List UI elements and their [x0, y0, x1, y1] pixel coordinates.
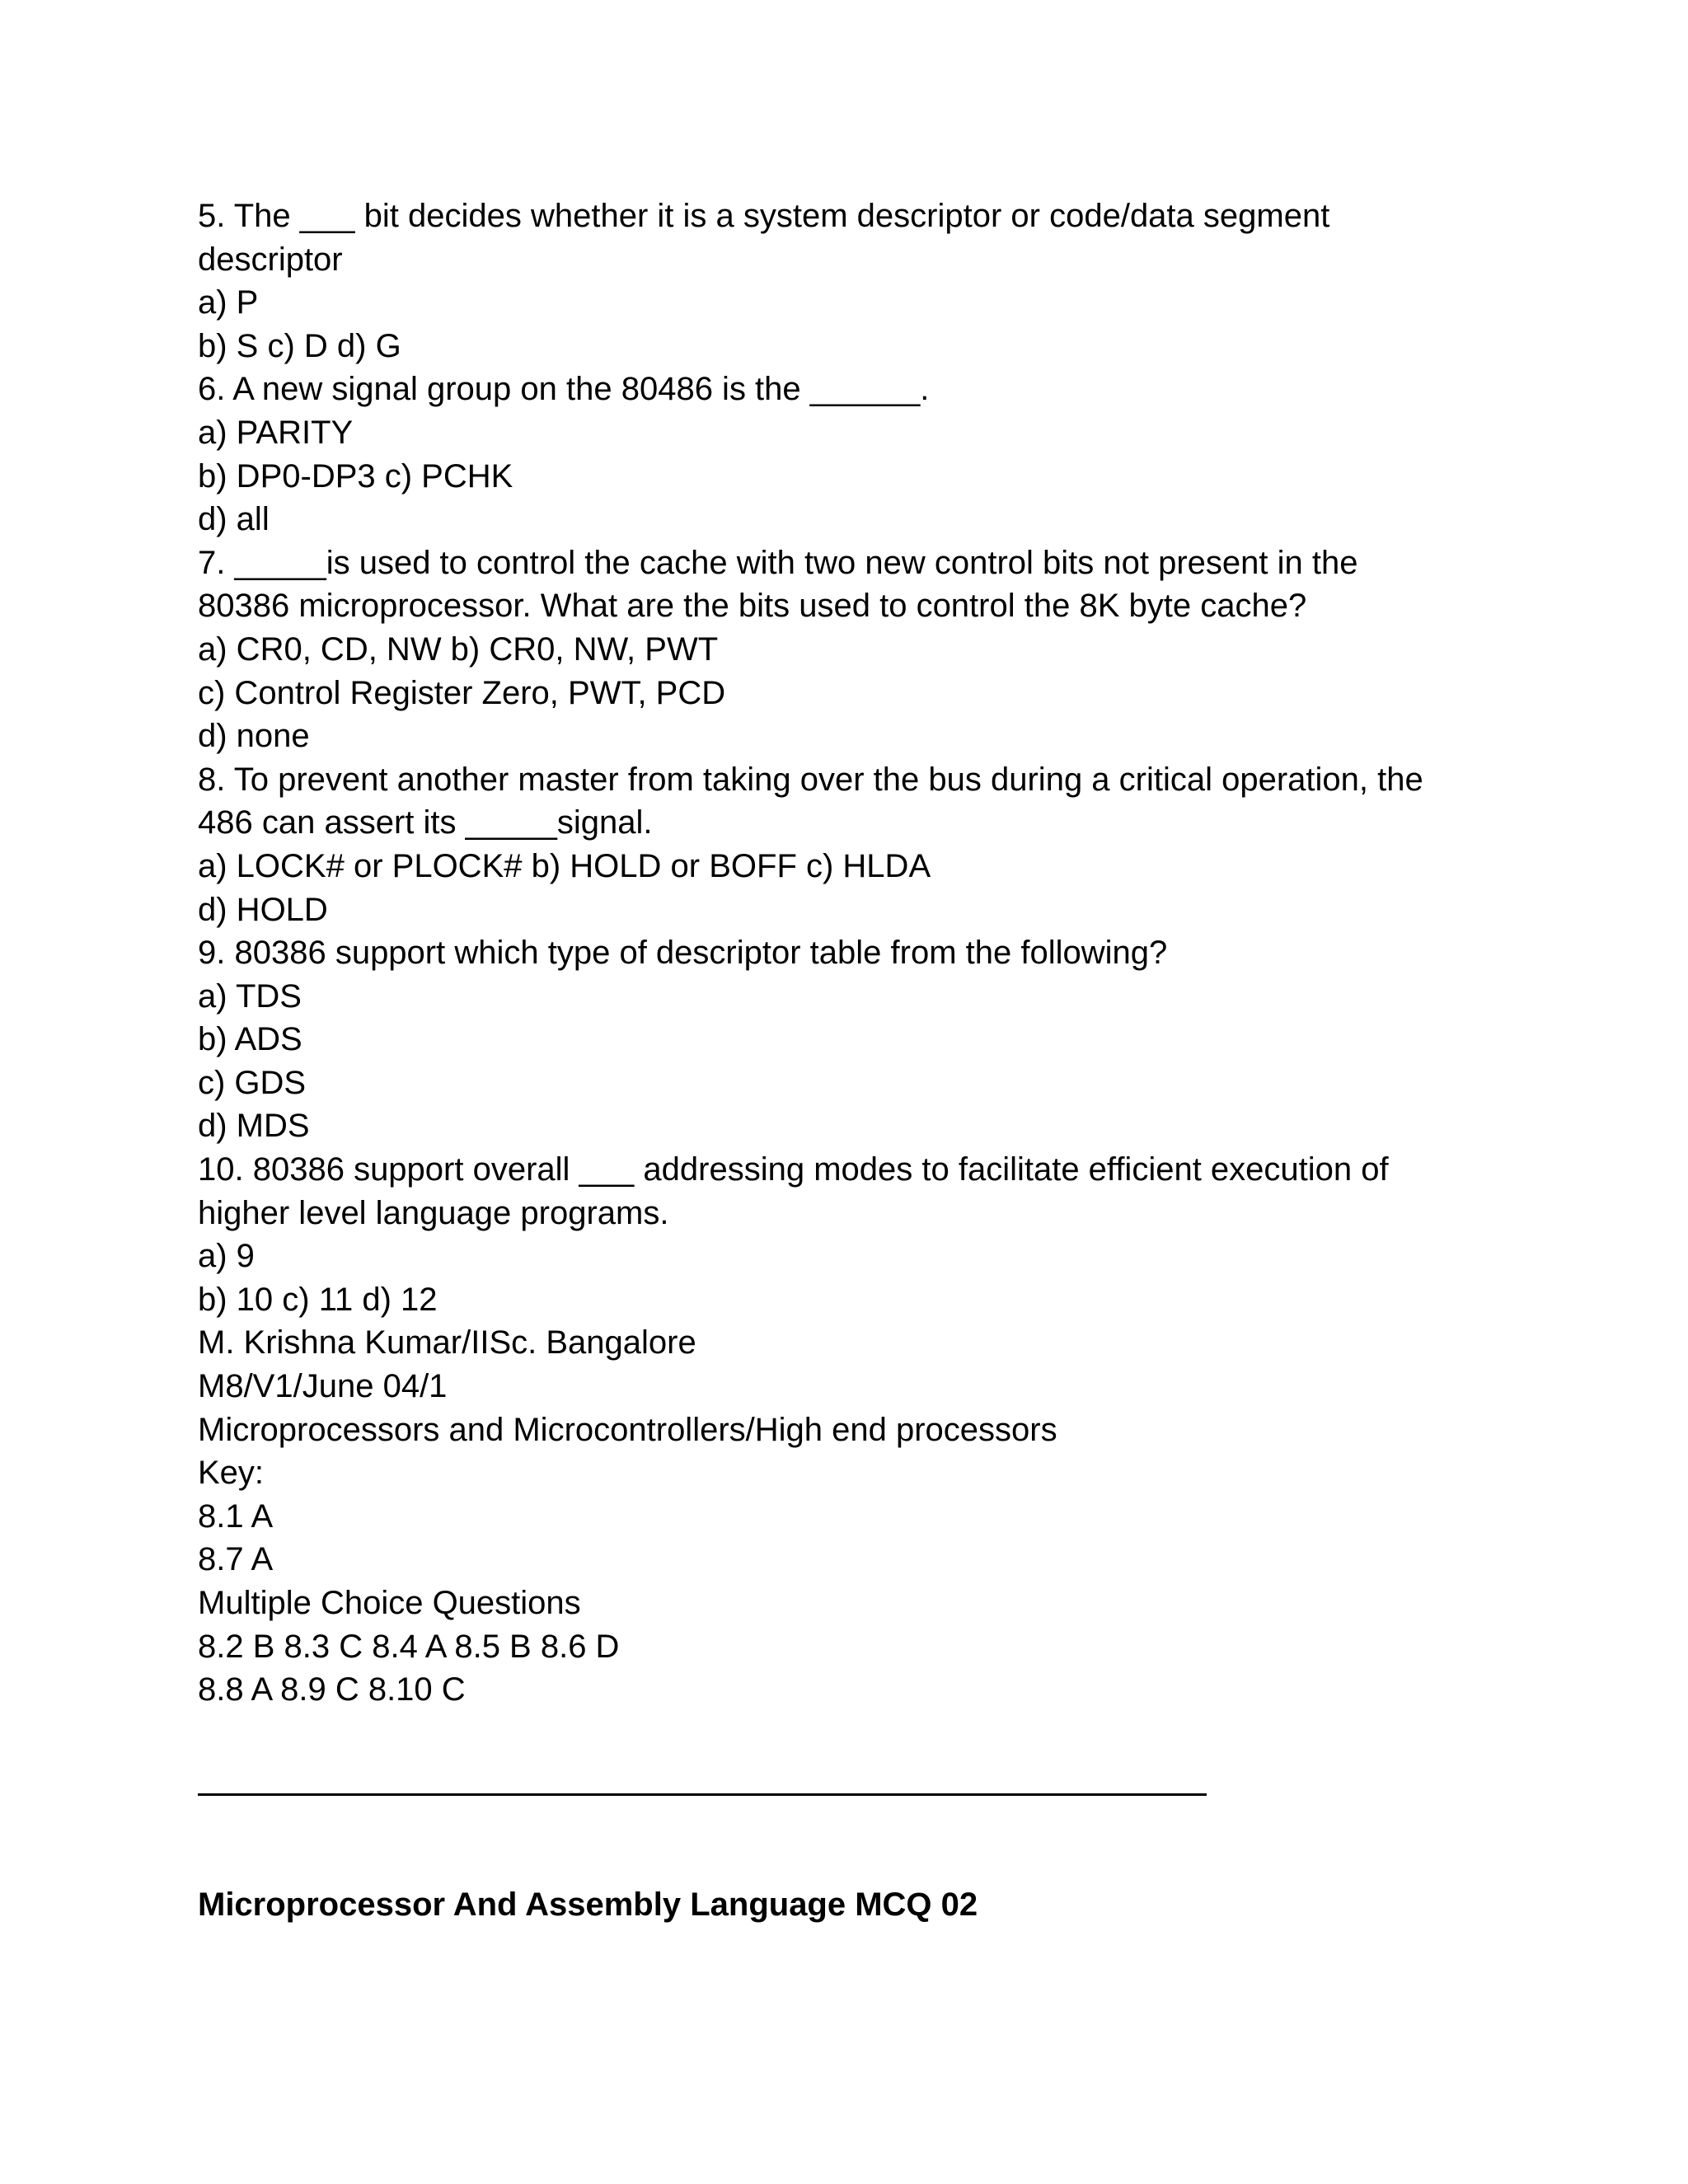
question-7-options-ab: a) CR0, CD, NW b) CR0, NW, PWT [198, 630, 719, 668]
question-6-option-a: a) PARITY [198, 414, 354, 451]
question-9-line-1: 9. 80386 support which type of descriptor table from the following? [198, 935, 1168, 972]
question-5-options-bcd: b) S c) D d) G [198, 327, 401, 364]
question-7-line-1: 7. _____is used to control the cache with two new control bits not present in the [198, 544, 1358, 581]
mcq-text-block [198, 194, 1599, 1712]
section-title: Microprocessor And Assembly Language MCQ 02 [198, 1886, 978, 1923]
question-9-option-b: b) ADS [198, 1021, 302, 1058]
question-9-option-d: d) MDS [198, 1108, 310, 1145]
course-line: Microprocessors and Microcontrollers/High end processors [198, 1411, 1057, 1448]
question-5-line-1: 5. The ___ bit decides whether it is a system descriptor or code/data segment [198, 198, 1330, 234]
question-9-option-c: c) GDS [198, 1064, 307, 1101]
question-8-option-d: d) HOLD [198, 891, 328, 928]
question-6-option-d: d) all [198, 501, 270, 538]
question-10-option-a: a) 9 [198, 1238, 255, 1275]
author-line: M. Krishna Kumar/IISc. Bangalore [198, 1324, 696, 1361]
key-heading: Key: [198, 1455, 265, 1492]
question-8-line-2: 486 can assert its _____signal. [198, 804, 653, 841]
question-5-line-2: descriptor [198, 241, 343, 278]
question-9-option-a: a) TDS [198, 977, 302, 1015]
key-item: 8.1 A [198, 1497, 274, 1535]
question-10-options-bcd: b) 10 c) 11 d) 12 [198, 1281, 438, 1318]
question-7-option-c: c) Control Register Zero, PWT, PCD [198, 674, 726, 711]
question-10-line-1: 10. 80386 support overall ___ addressing modes to facilitate efficient execution of [198, 1151, 1389, 1188]
question-8-options-abc: a) LOCK# or PLOCK# b) HOLD or BOFF c) HLDA [198, 847, 931, 884]
question-8-line-1: 8. To prevent another master from taking over the bus during a critical operation, the [198, 761, 1423, 798]
key-items-row: 8.2 B 8.3 C 8.4 A 8.5 B 8.6 D [198, 1628, 620, 1665]
question-10-line-2: higher level language programs. [198, 1194, 669, 1231]
horizontal-divider [198, 1793, 1207, 1796]
question-7-line-2: 80386 microprocessor. What are the bits used to control the 8K byte cache? [198, 588, 1307, 625]
version-line: M8/V1/June 04/1 [198, 1368, 448, 1405]
mcq-heading: Multiple Choice Questions [198, 1585, 581, 1621]
key-item: 8.7 A [198, 1541, 274, 1578]
key-items-row: 8.8 A 8.9 C 8.10 C [198, 1671, 466, 1708]
question-5-option-a: a) P [198, 284, 259, 321]
question-7-option-d: d) none [198, 718, 310, 755]
question-6-options-bc: b) DP0-DP3 c) PCHK [198, 457, 513, 494]
question-6-line-1: 6. A new signal group on the 80486 is the ______. [198, 371, 930, 408]
